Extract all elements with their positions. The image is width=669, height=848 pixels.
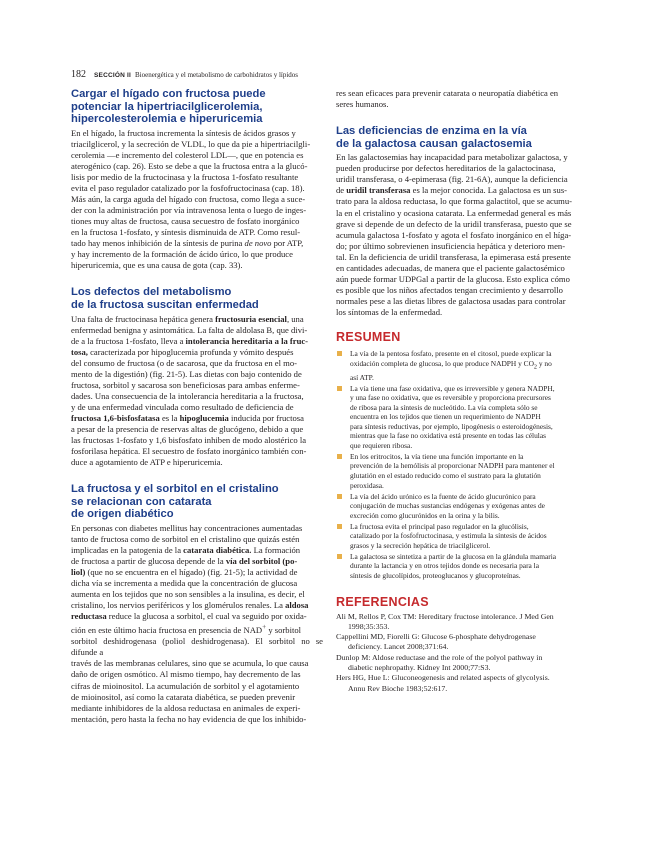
section-heading-sorbitol-cataract: La fructosa y el sorbitol en el cristalino se relacionan con catarata de origen diabético — [71, 483, 279, 521]
bullet-square-icon — [337, 386, 342, 391]
paragraph-galactosemia: En las galactosemias hay incapacidad para metabolizar galactosa, y pueden producirse por defectos hereditarios de la galactocinasa, uridil transferasa, o 4-epimerasa (fig. 21-6A), aunque la deficiencia de uridil transferasa es la mejor conocida. La galactosa es un sus- trato para la aldosa reductasa, lo que forma galactitol, que se acumu- la en el cristalino y ocasiona catarata. La enfermedad general es más grave si depende de un defecto de la uridil transferasa, puesto que se acumula galactosa 1-fosfato y agota el fosfato inorgánico en el híga- do; por último sobrevienen insuficiencia hepática y deterioro men- tal. En la deficiencia de uridil transferasa, la epimerasa está presente en cantidades adecuadas, de manera que el paciente galactosémico aún puede formar UDPGal a partir de la glucosa. Esto explica cómo es posible que los niños afectados tengan crecimiento y desarrollo normales pese a las dietas libres de galactosa usadas para controlar los síntomas de la enfermedad. — [336, 152, 572, 317]
section-heading-fructose-defects: Los defectos del metabolismo de la fructosa suscitan enfermedad — [71, 286, 259, 311]
section-heading-fructose-liver: Cargar el hígado con fructosa puede potenciar la hipertriacilglicerolemia, hipercolesterolemia e hiperuricemia — [71, 88, 266, 126]
right-column — [336, 88, 594, 694]
bullet-square-icon — [337, 351, 342, 356]
bullet-square-icon — [337, 454, 342, 459]
summary-item: La vía de la pentosa fosfato, presente en el citosol, puede explicar la oxidación completa de glucosa, lo que produce NADPH y $CO_2$ y no así ATP. — [336, 349, 594, 382]
reference-item: Dunlop M: Aldose reductase and the role of the polyol pathway in diabetic nephropathy. Kidney Int 2000;77:S3. — [336, 652, 543, 673]
summary-item: La galactosa se sintetiza a partir de la glucosa en la glándula mamaria durante la lactancia y en otros tejidos donde es necesaria para la síntesis de glucolípidos, proteoglucanos y glucoproteínas. — [336, 552, 594, 581]
references-list — [336, 612, 594, 694]
bullet-square-icon — [337, 494, 342, 499]
left-column — [71, 88, 323, 725]
paragraph-fructose-defects: Una falta de fructocinasa hepática genera fructosuria esencial, una enfermedad benigna y asintomática. La falta de aldolasa B, que divi- de a la fructosa 1-fosfato, lleva a intolerancia hereditaria a la fruc- tosa, caracterizada por hipoglucemia profunda y vómito después del consumo de fructosa (o de sacarosa, que da fructosa en el mo- mento de la digestión) (fig. 21-5). Las dietas con bajo contenido de fructosa, sorbitol y sacarosa son beneficiosas para ambas enferme- dades. Una consecuencia de la intolerancia hereditaria a la fructosa, y de una enfermedad vinculada como resultado de deficiencia de fructosa 1,6-bisfosfatasa es la hipoglucemia inducida por fructosa a pesar de la presencia de reservas altas de glucógeno, debido a que las fructosas 1-fosfato y 1,6 bisfosfato inhiben de modo alostérico la fosforilasa hepática. El secuestro de fosfato inorgánico también con- duce a agotamiento de ATP e hiperuricemia. — [71, 313, 309, 468]
paragraph-continued: res sean eficaces para prevenir catarata o neuropatía diabética en seres humanos. — [336, 88, 559, 110]
summary-item: La vía del ácido urónico es la fuente de ácido glucurónico para conjugación de muchas sustancias endógenas y exógenas antes de excreción como glucurónidos en la orina y la bilis. — [336, 492, 594, 521]
reference-item: Ali M, Rellos P, Cox TM: Hereditary fructose intolerance. J Med Gen 1998;35:353. — [336, 611, 554, 631]
paragraph-fructose-liver: En el hígado, la fructosa incrementa la síntesis de ácidos grasos y triacilglicerol, y la secreción de VLDL, lo que da pie a hipertriacilgli- cerolemia —e incremento del colesterol LDL—, que en potencia es aterogénico (cap. 26). Esto se debe a que la fructosa entra a la glucó- lisis por medio de la fructocinasa y la fructosa 1-fosfato resultante evita el paso regulador catalizado por la fosfofructocinasa (cap. 18). Más aún, la carga aguda del hígado con fructosa, como llega a suce- der con la administración por vía intravenosa lenta o luego de inges- tiones muy altas de fructosa, causa secuestro de fosfato inorgánico en la fructosa 1-fosfato, y síntesis disminuida de ATP. Como resul- tado hay menos inhibición de la síntesis de purina de novo por ATP, y hay incremento de la formación de ácido úrico, lo que produce hiperuricemia, que es una causa de gota (cap. 33). — [71, 127, 311, 271]
bullet-square-icon — [337, 524, 342, 529]
summary-list — [336, 349, 594, 581]
summary-item: En los eritrocitos, la vía tiene una función importante en la prevención de la hemólisis al proporcionar NADPH para mantener el glutatión en el estado reducido como el sustrato para la glutatión peroxidasa. — [336, 452, 594, 490]
page-number: 182 — [71, 69, 86, 80]
reference-item: Hers HG, Hue L: Gluconeogenesis and related aspects of glycolysis. Annu Rev Bioche 1983;52:617. — [336, 673, 550, 693]
section-label: SECCIÓN II — [94, 72, 132, 79]
references-title: REFERENCIAS — [336, 594, 429, 609]
paragraph-sorbitol-cataract: En personas con diabetes mellitus hay concentraciones aumentadas tanto de fructosa como de sorbitol en el cristalino que quizás estén implicadas en la patogenia de la catarata diabética. La formación de fructosa a partir de glucosa depende de la vía del sorbitol (po- liol) (que no se encuentra en el hígado) (fig. 21-5); la actividad de dicha vía se incrementa a medida que la concentración de glucosa aumenta en los tejidos que no son sensibles a la insulina, es decir, el cristalino, los nervios periféricos y los glomérulos renales. La aldosa reductasa reduce la glucosa a sorbitol, el cual va seguido por oxida- ción en este último hacia fructosa en presencia de NAD+ y sorbitol sorbitol deshidrogenasa (poliol deshidrogenasa). El sorbitol no se difunde a través de las membranas celulares, sino que se acumula, lo que causa daño de origen osmótico. Al mismo tiempo, hay decremento de las cifras de mioinositol. La acumulación de sorbitol y el agotamiento de mioinositol, así como la catarata diabética, se pueden prevenir mediante inhibidores de la aldosa reductasa en animales de experi- mentación, pero hasta la fecha no hay evidencia de que los inhibido- — [71, 523, 323, 724]
bullet-square-icon — [337, 554, 342, 559]
summary-item: La vía tiene una fase oxidativa, que es irreversible y genera NADPH, y una fase no oxidativa, que es reversible y proporciona precursores de ribosa para la síntesis de nucleótido. La vía completa sólo se encuentra en los tejidos que tienen un requerimiento de NADPH para síntesis reductivas, por ejemplo, lipogénesis o esteroidogénesis, mientras que la fase no oxidativa está presente en todas las células que requieren ribosa. — [336, 384, 594, 451]
section-heading-galactosemia: Las deficiencias de enzima en la vía de la galactosa causan galactosemia — [336, 125, 532, 150]
summary-title: RESUMEN — [336, 329, 401, 344]
running-head — [71, 68, 611, 80]
summary-item: La fructosa evita el principal paso regulador en la glucólisis, catalizado por la fosfofructocinasa, y estimula la síntesis de ácidos grasos y la secreción hepática de triacilglicerol. — [336, 522, 594, 551]
chapter-title: Bioenergética y el metabolismo de carbohidratos y lípidos — [135, 71, 299, 79]
reference-item: Cappellini MD, Fiorelli G: Glucose 6-phosphate dehydrogenase deficiency. Lancet 2008;371:64. — [336, 632, 536, 652]
